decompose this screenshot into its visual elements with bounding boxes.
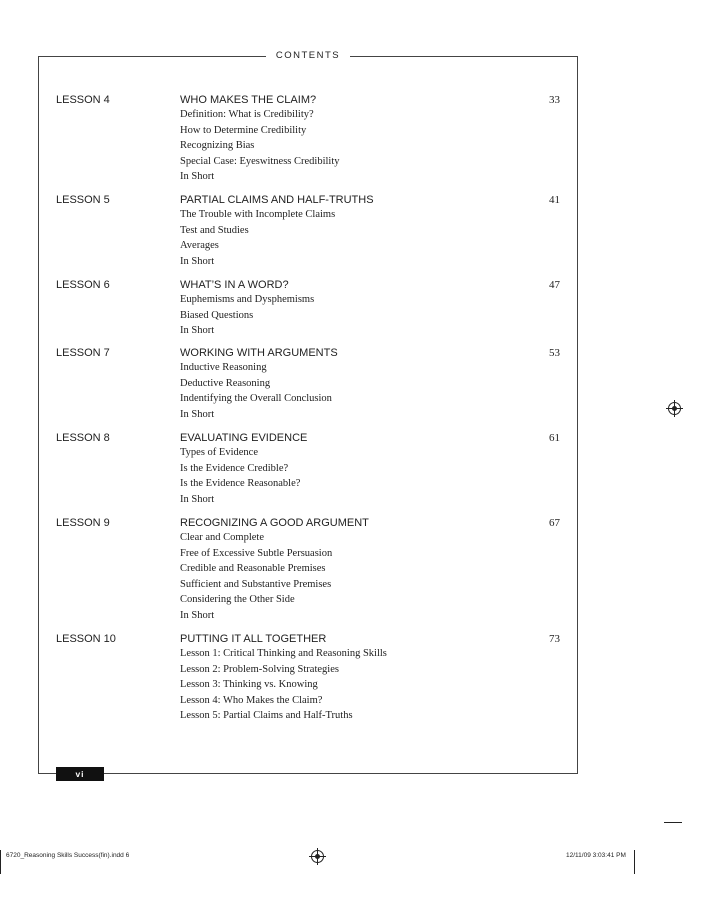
lesson-topic: In Short xyxy=(180,408,215,420)
contents-heading: CONTENTS xyxy=(275,50,341,61)
lesson-title: EVALUATING EVIDENCE xyxy=(180,432,308,444)
lesson-topic: Euphemisms and Dysphemisms xyxy=(180,294,315,305)
lesson-label: LESSON 7 xyxy=(56,347,110,359)
lesson-page-number: 53 xyxy=(549,347,560,359)
lesson-topic: Test and Studies xyxy=(180,224,249,236)
lesson-topic: Indentifying the Overall Conclusion xyxy=(180,393,332,405)
lesson-topic: Lesson 2: Problem-Solving Strategies xyxy=(180,663,339,675)
lesson-label: LESSON 9 xyxy=(56,517,110,529)
lesson-topic: In Short xyxy=(180,171,215,183)
lesson-topic: Free of Excessive Subtle Persuasion xyxy=(180,547,333,559)
lesson-title: WHO MAKES THE CLAIM? xyxy=(180,94,317,106)
lesson-topic: In Short xyxy=(180,610,215,621)
lesson-page-number: 41 xyxy=(549,194,560,206)
lesson-topic: Averages xyxy=(180,240,219,252)
lesson-title: RECOGNIZING A GOOD ARGUMENT xyxy=(180,517,369,529)
crop-mark xyxy=(0,850,1,874)
lesson-topic: Lesson 3: Thinking vs. Knowing xyxy=(180,679,318,691)
lesson-topic: Recognizing Bias xyxy=(180,140,255,152)
lesson-topic: Clear and Complete xyxy=(180,532,264,543)
lesson-title: WORKING WITH ARGUMENTS xyxy=(180,347,338,359)
lesson-page-number: 73 xyxy=(549,633,560,645)
lesson-page-number: 61 xyxy=(549,432,560,444)
lesson-topic: Types of Evidence xyxy=(180,447,258,458)
lesson-page-number: 33 xyxy=(549,94,560,106)
lesson-topic: Credible and Reasonable Premises xyxy=(180,563,326,575)
lesson-topic: Sufficient and Substantive Premises xyxy=(180,578,332,590)
lesson-label: LESSON 8 xyxy=(56,432,110,444)
crop-mark xyxy=(634,850,635,874)
page-folio: vi xyxy=(56,767,104,781)
slug-timestamp: 12/11/09 3:03:41 PM xyxy=(566,852,626,859)
lesson-topic: How to Determine Credibility xyxy=(180,124,307,136)
lesson-topic: Definition: What is Credibility? xyxy=(180,109,314,120)
slug-filename: 6720_Reasoning Skills Success(fin).indd 6 xyxy=(6,852,130,859)
lesson-title: PUTTING IT ALL TOGETHER xyxy=(180,633,327,645)
lesson-topic: Deductive Reasoning xyxy=(180,377,271,389)
lesson-topic: Is the Evidence Reasonable? xyxy=(180,478,301,490)
lesson-topic: In Short xyxy=(180,493,215,505)
crop-mark xyxy=(664,822,682,823)
lesson-title: PARTIAL CLAIMS AND HALF-TRUTHS xyxy=(180,194,374,206)
lesson-topic: Biased Questions xyxy=(180,309,254,321)
lesson-topic: Lesson 4: Who Makes the Claim? xyxy=(180,694,323,706)
lesson-topic: Special Case: Eyeswitness Credibility xyxy=(180,155,340,167)
lesson-page-number: 47 xyxy=(549,279,560,291)
lesson-label: LESSON 5 xyxy=(56,194,110,206)
lesson-label: LESSON 6 xyxy=(56,279,110,291)
lesson-topic: In Short xyxy=(180,255,215,267)
lesson-label: LESSON 4 xyxy=(56,94,110,106)
lesson-topic: Considering the Other Side xyxy=(180,594,295,606)
registration-mark-icon xyxy=(311,850,324,863)
registration-mark-icon xyxy=(668,402,681,415)
lesson-page-number: 67 xyxy=(549,517,560,529)
lesson-topic: Lesson 5: Partial Claims and Half-Truths xyxy=(180,710,353,722)
lesson-topic: Is the Evidence Credible? xyxy=(180,462,289,474)
lesson-topic: Inductive Reasoning xyxy=(180,362,267,373)
lesson-topic: Lesson 1: Critical Thinking and Reasoning Skills xyxy=(180,648,387,659)
lesson-topic: In Short xyxy=(180,325,215,337)
lesson-label: LESSON 10 xyxy=(56,633,116,645)
lesson-title: WHAT’S IN A WORD? xyxy=(180,279,289,291)
lesson-topic: The Trouble with Incomplete Claims xyxy=(180,209,336,220)
